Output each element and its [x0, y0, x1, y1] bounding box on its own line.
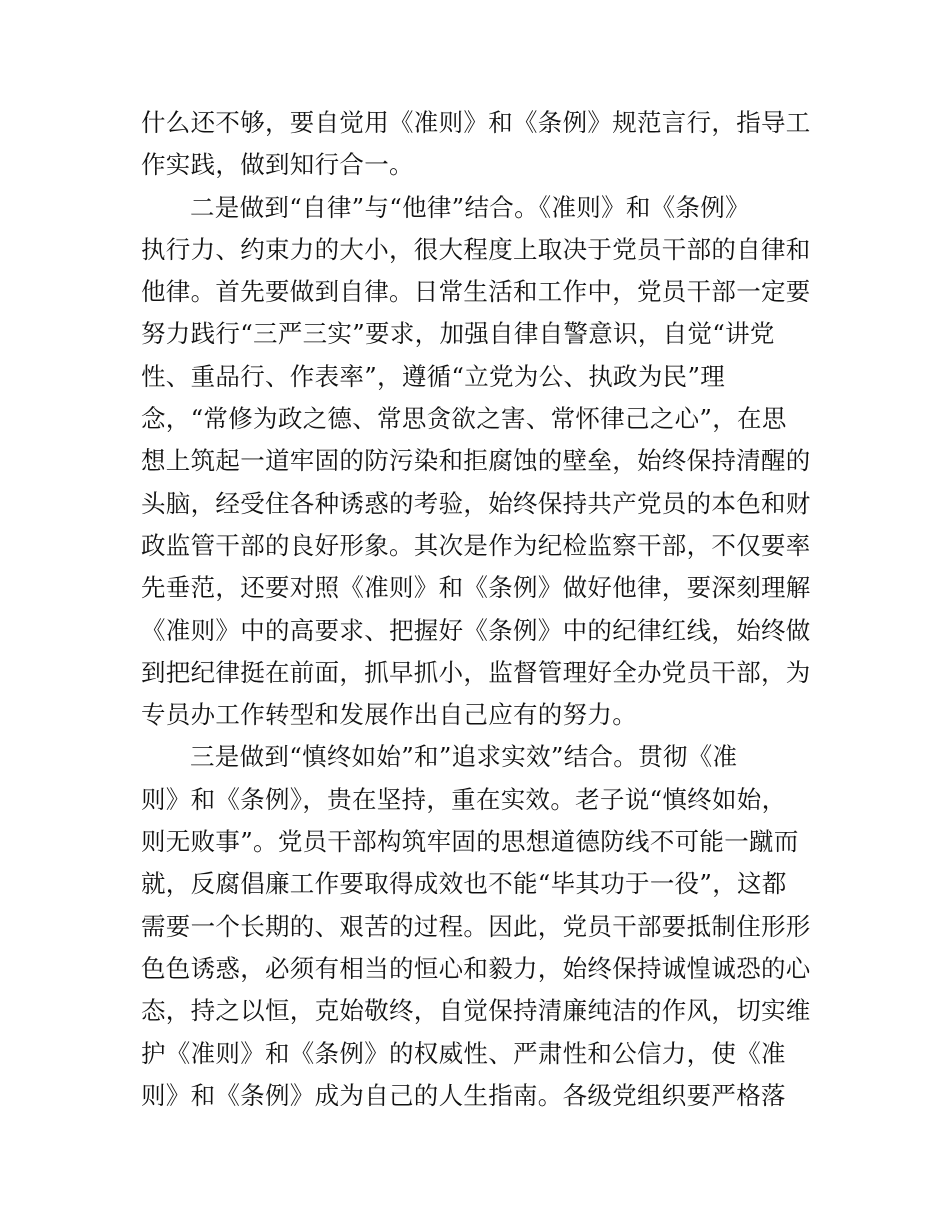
text-line: 则》和《条例》成为自己的人生指南。各级党组织要严格落	[141, 1080, 786, 1110]
text-line: 想上筑起一道牢固的防污染和拒腐蚀的壁垒，始终保持清醒的	[141, 446, 811, 476]
text-line: 则》和《条例》，贵在坚持，重在实效。老子说“慎终如始，	[141, 784, 787, 814]
text-line: 他律。首先要做到自律。日常生活和工作中，党员干部一定要	[141, 277, 811, 307]
text-line: 政监管干部的良好形象。其次是作为纪检监察干部，不仅要率	[141, 530, 811, 560]
text-line: 色色诱惑，必须有相当的恒心和毅力，始终保持诚惶诚恐的心	[141, 953, 811, 983]
paragraph-start-line: 二是做到“自律”与“他律”结合。《准则》和《条例》	[190, 192, 750, 222]
text-line: 作实践，做到知行合一。	[141, 150, 414, 180]
text-line: 专员办工作转型和发展作出自己应有的努力。	[141, 700, 637, 730]
text-line: 需要一个长期的、艰苦的过程。因此，党员干部要抵制住形形	[141, 911, 811, 941]
text-line: 到把纪律挺在前面，抓早抓小，监督管理好全办党员干部，为	[141, 657, 811, 687]
text-line: 执行力、约束力的大小，很大程度上取决于党员干部的自律和	[141, 234, 811, 264]
text-line: 头脑，经受住各种诱惑的考验，始终保持共产党员的本色和财	[141, 488, 811, 518]
text-line: 就，反腐倡廉工作要取得成效也不能“毕其功于一役”，这都	[141, 869, 787, 899]
text-line: 先垂范，还要对照《准则》和《条例》做好他律，要深刻理解	[141, 573, 811, 603]
text-line: 态，持之以恒，克始敬终，自觉保持清廉纯洁的作风，切实维	[141, 996, 811, 1026]
text-line: 护《准则》和《条例》的权威性、严肃性和公信力，使《准	[141, 1038, 786, 1068]
text-line: 努力践行“三严三实”要求，加强自律自警意识，自觉“讲党	[141, 319, 775, 349]
text-line: 则无败事”。党员干部构筑牢固的思想道德防线不可能一蹴而	[141, 827, 799, 857]
paragraph-start-line: 三是做到“慎终如始”和”追求实效”结合。贯彻《准	[190, 742, 738, 772]
text-line: 什么还不够，要自觉用《准则》和《条例》规范言行，指导工	[141, 108, 811, 137]
text-line: 念，“常修为政之德、常思贪欲之害、常怀律己之心”，在思	[141, 404, 787, 434]
text-line: 性、重品行、作表率”，遵循“立党为公、执政为民”理	[141, 361, 726, 391]
body-text	[141, 102, 821, 1117]
text-line: 《准则》中的高要求、把握好《条例》中的纪律红线，始终做	[141, 615, 811, 645]
